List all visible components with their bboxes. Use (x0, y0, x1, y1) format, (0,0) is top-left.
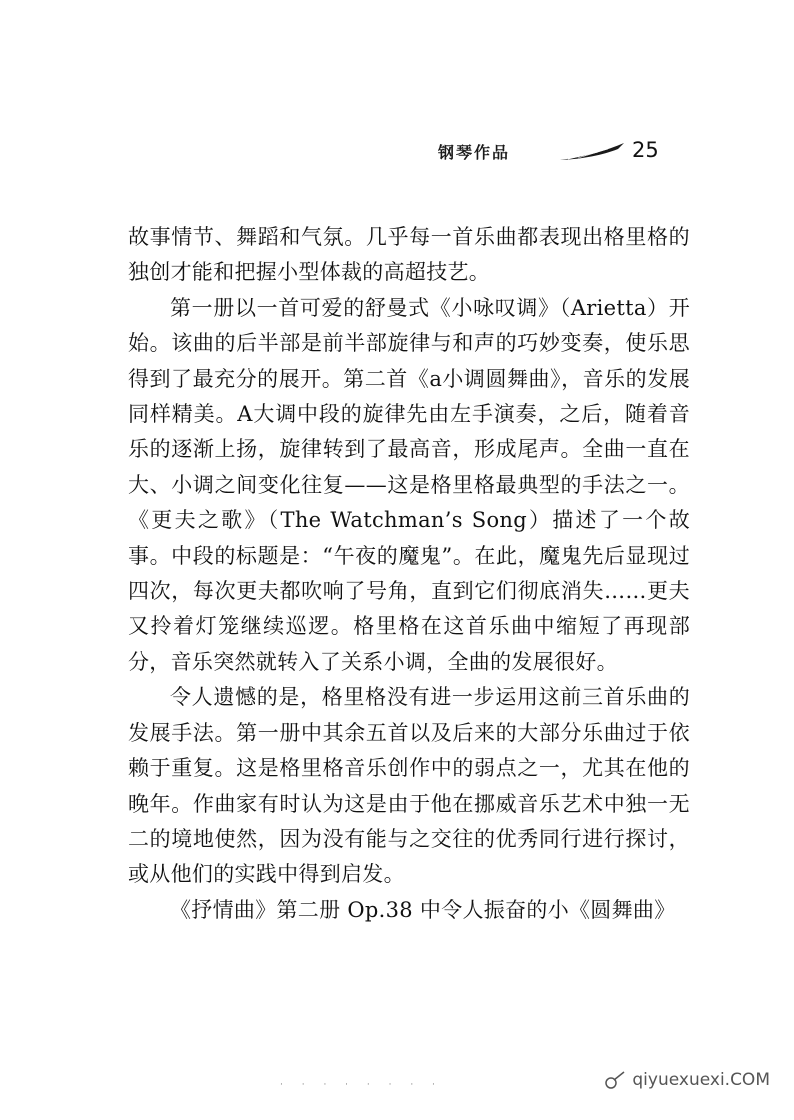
body-text (128, 220, 690, 928)
watermark-text: qiyuexuexi.COM (632, 1070, 770, 1090)
paragraph-3: 令人遗憾的是，格里格没有进一步运用这前三首乐曲的发展手法。第一册中其余五首以及后来的大部分乐曲过于依赖于重复。这是格里格音乐创作中的弱点之一，尤其在他的晚年。作曲家有时认为这是由于他在挪威音乐艺术中独一无二的境地使然，因为没有能与之交往的优秀同行进行探讨，或从他们的实践中得到启发。 (128, 685, 690, 887)
running-header-title: 钢琴作品 (438, 143, 511, 162)
site-watermark (604, 1070, 770, 1090)
paragraph-2: 第一册以一首可爱的舒曼式《小咏叹调》（Arietta）开始。该曲的后半部是前半部旋律与和声的巧妙变奏，使乐思得到了最充分的展开。第二首《a小调圆舞曲》，音乐的发展同样精美。A大调中段的旋律先由左手演奏，之后，随着音乐的逐渐上扬，旋律转到了最高音，形成尾声。全曲一直在大、小调之间变化往复——这是格里格最典型的手法之一。《更夫之歌》（The Watchman’s Song）描述了一个故事。中段的标题是：“午夜的魔鬼”。在此，魔鬼先后显现过四次，每次更夫都吹响了号角，直到它们彻底消失……更夫又拎着灯笼继续巡逻。格里格在这首乐曲中缩短了再现部分，音乐突然就转入了关系小调，全曲的发展很好。 (128, 295, 690, 674)
paragraph-1: 故事情节、舞蹈和气氛。几乎每一首乐曲都表现出格里格的独创才能和把握小型体裁的高超技艺。 (128, 225, 690, 285)
guitar-logo-icon (604, 1070, 626, 1090)
running-header (438, 138, 668, 168)
paragraph-4: 《抒情曲》第二册 Op.38 中令人振奋的小《圆舞曲》 (170, 897, 676, 922)
scan-noise-dots: · · · · · · · · (280, 1080, 443, 1090)
page-number: 25 (632, 138, 659, 162)
